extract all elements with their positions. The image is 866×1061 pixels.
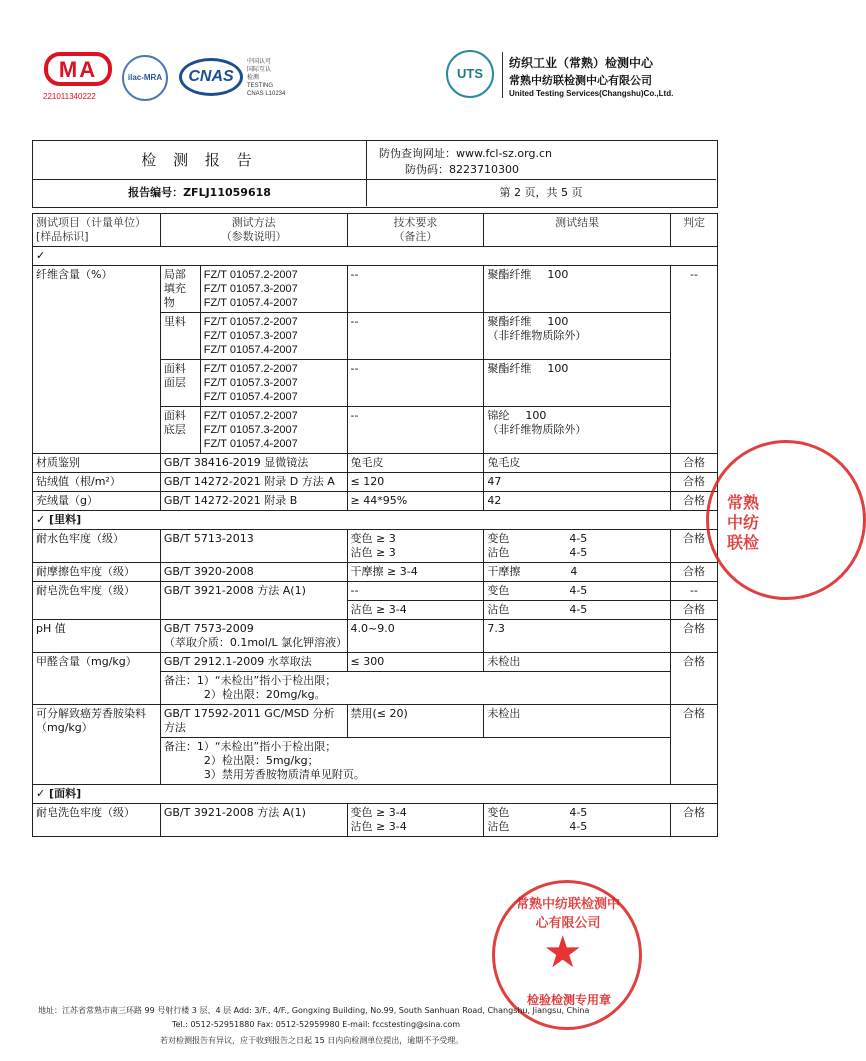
row-result: 47	[484, 473, 671, 492]
section-lining-label: ✓ [里料]	[33, 511, 718, 530]
table-row	[33, 620, 718, 653]
page-indicator: 第 2 页，共 5 页	[499, 186, 583, 199]
row-verdict: --	[671, 582, 718, 601]
part-methods: FZ/T 01057.2-2007 FZ/T 01057.3-2007 FZ/T 01057.4-2007	[200, 407, 347, 454]
row-req: 4.0~9.0	[347, 620, 484, 653]
part-methods: FZ/T 01057.2-2007 FZ/T 01057.3-2007 FZ/T 01057.4-2007	[200, 266, 347, 313]
part-methods: FZ/T 01057.2-2007 FZ/T 01057.3-2007 FZ/T 01057.4-2007	[200, 313, 347, 360]
report-number: 报告编号：ZFLJ11059618	[128, 186, 271, 199]
table-row	[33, 530, 718, 563]
row-req: 变色 ≥ 3-4 沾色 ≥ 3-4	[347, 804, 484, 837]
row-item: 可分解致癌芳香胺染料（mg/kg）	[33, 705, 161, 785]
row-method: GB/T 2912.1-2009 水萃取法	[160, 653, 347, 672]
row-verdict: 合格	[671, 530, 718, 563]
row-verdict: 合格	[671, 563, 718, 582]
section-face-label: ✓ [面料]	[33, 785, 718, 804]
row-result: 沾色 4-5	[484, 601, 671, 620]
star-icon: ★	[543, 927, 583, 978]
row-method: GB/T 3921-2008 方法 A(1)	[160, 804, 347, 837]
cma-number: 221011340222	[43, 92, 96, 101]
col-req: 技术要求 （备注）	[347, 214, 484, 247]
part-name: 面料底层	[160, 407, 200, 454]
row-method: GB/T 14272-2021 附录 B	[160, 492, 347, 511]
table-row	[33, 473, 718, 492]
row-req: --	[347, 582, 484, 601]
table-row	[33, 563, 718, 582]
table-header	[33, 214, 718, 247]
col-verdict: 判定	[671, 214, 718, 247]
row-verdict: 合格	[671, 620, 718, 653]
table-row	[33, 804, 718, 837]
row-verdict: 合格	[671, 653, 718, 705]
row-item: 钻绒值（根/m²）	[33, 473, 161, 492]
part-req: --	[347, 266, 484, 313]
row-verdict: 合格	[671, 804, 718, 837]
row-method: GB/T 3921-2008 方法 A(1)	[160, 582, 347, 620]
row-result: 未检出	[484, 653, 671, 672]
row-item: 耐皂洗色牢度（级）	[33, 582, 161, 620]
results-table	[32, 213, 718, 837]
side-seal-stamp: 常熟中纺联检	[706, 440, 866, 600]
official-seal-stamp: 常熟中纺联检测中心有限公司 ★ 检验检测专用章	[492, 880, 642, 1030]
row-method: GB/T 7573-2009 （萃取介质：0.1mol/L 氯化钾溶液）	[160, 620, 347, 653]
row-req: 兔毛皮	[347, 454, 484, 473]
table-row	[33, 266, 718, 313]
row-notes: 备注：1）“未检出”指小于检出限； 2）检出限：20mg/kg。	[160, 672, 670, 705]
section-lining	[33, 511, 718, 530]
row-notes: 备注：1）“未检出”指小于检出限； 2）检出限：5mg/kg； 3）禁用芳香胺物质清单见附页。	[160, 738, 670, 785]
check-mark: ✓	[33, 247, 718, 266]
part-result: 聚酯纤维 100 （非纤维物质除外）	[484, 313, 671, 360]
report-title: 检 测 报 告	[141, 151, 258, 169]
col-method: 测试方法 （参数说明）	[160, 214, 347, 247]
row-verdict: 合格	[671, 473, 718, 492]
row-result: 变色 4-5 沾色 4-5	[484, 530, 671, 563]
report-header	[32, 140, 718, 208]
row-verdict: 合格	[671, 454, 718, 473]
row-item: 耐皂洗色牢度（级）	[33, 804, 161, 837]
part-result: 聚酯纤维 100	[484, 360, 671, 407]
part-name: 面料面层	[160, 360, 200, 407]
company-name-cn-1: 纺织工业（常熟）检测中心	[509, 56, 654, 70]
part-methods: FZ/T 01057.2-2007 FZ/T 01057.3-2007 FZ/T 01057.4-2007	[200, 360, 347, 407]
row-verdict: 合格	[671, 705, 718, 785]
row-result: 42	[484, 492, 671, 511]
row-method: GB/T 38416-2019 显微镜法	[160, 454, 347, 473]
part-req: --	[347, 360, 484, 407]
row-method: GB/T 3920-2008	[160, 563, 347, 582]
cnas-logo: CNAS	[179, 58, 243, 96]
table-row	[33, 454, 718, 473]
section-face	[33, 785, 718, 804]
table-row	[33, 582, 718, 601]
row-req: ≤ 300	[347, 653, 484, 672]
row-result: 干摩擦 4	[484, 563, 671, 582]
row-item: 材质鉴别	[33, 454, 161, 473]
row-method: GB/T 17592-2011 GC/MSD 分析方法	[160, 705, 347, 738]
part-req: --	[347, 407, 484, 454]
row-result: 兔毛皮	[484, 454, 671, 473]
cnas-info: 中国认可 国际互认 检测 TESTING CNAS L10234	[247, 59, 286, 97]
row-req: 禁用(≤ 20)	[347, 705, 484, 738]
row-item: 耐水色牢度（级）	[33, 530, 161, 563]
row-item: pH 值	[33, 620, 161, 653]
row-item: 甲醛含量（mg/kg）	[33, 653, 161, 705]
row-result: 7.3	[484, 620, 671, 653]
row-method: GB/T 14272-2021 附录 D 方法 A	[160, 473, 347, 492]
fiber-label: 纤维含量（%）	[33, 266, 161, 454]
verify-code: 防伪码：8223710300	[405, 163, 519, 176]
row-req: ≤ 120	[347, 473, 484, 492]
footer-notice: 若对检测报告有异议，应于收到报告之日起 15 日内向检测单位提出，逾期不予受理。	[160, 1036, 464, 1045]
row-req: 干摩擦 ≥ 3-4	[347, 563, 484, 582]
row-result: 变色 4-5 沾色 4-5	[484, 804, 671, 837]
part-name: 里料	[160, 313, 200, 360]
col-item: 测试项目（计量单位） [样品标识]	[33, 214, 161, 247]
row-item: 充绒量（g）	[33, 492, 161, 511]
company-name-en: United Testing Services(Changshu)Co.,Ltd.	[509, 89, 674, 98]
logo-divider	[502, 52, 503, 98]
fiber-verdict: --	[671, 266, 718, 454]
row-req: 沾色 ≥ 3-4	[347, 601, 484, 620]
col-result: 测试结果	[484, 214, 671, 247]
part-req: --	[347, 313, 484, 360]
table-row	[33, 705, 718, 738]
row-item: 耐摩擦色牢度（级）	[33, 563, 161, 582]
row-method: GB/T 5713-2013	[160, 530, 347, 563]
cma-logo: MA	[44, 52, 112, 86]
part-result: 锦纶 100 （非纤维物质除外）	[484, 407, 671, 454]
company-name-cn-2: 常熟中纺联检测中心有限公司	[509, 74, 652, 87]
row-req: 变色 ≥ 3 沾色 ≥ 3	[347, 530, 484, 563]
table-row	[33, 653, 718, 672]
footer-contact: Tel.: 0512-52951880 Fax: 0512-52959980 E-mail: fccstesting@sina.com	[172, 1020, 461, 1029]
part-name: 局部填充物	[160, 266, 200, 313]
footer-address: 地址：江苏省常熟市南三环路 99 号射行楼 3 层、4 层 Add: 3/F., 4/F., Gongxing Building, No.99, South Sanhuan Road, Changshu, Jiangsu, China	[38, 1006, 590, 1015]
uts-logo: UTS	[446, 50, 494, 98]
section-check	[33, 247, 718, 266]
table-row	[33, 492, 718, 511]
row-verdict: 合格	[671, 601, 718, 620]
row-verdict: 合格	[671, 492, 718, 511]
verify-url: 防伪查询网址：www.fcl-sz.org.cn	[379, 147, 552, 160]
row-result: 变色 4-5	[484, 582, 671, 601]
part-result: 聚酯纤维 100	[484, 266, 671, 313]
ilac-logo: ilac-MRA	[122, 55, 168, 101]
row-result: 未检出	[484, 705, 671, 738]
row-req: ≥ 44*95%	[347, 492, 484, 511]
